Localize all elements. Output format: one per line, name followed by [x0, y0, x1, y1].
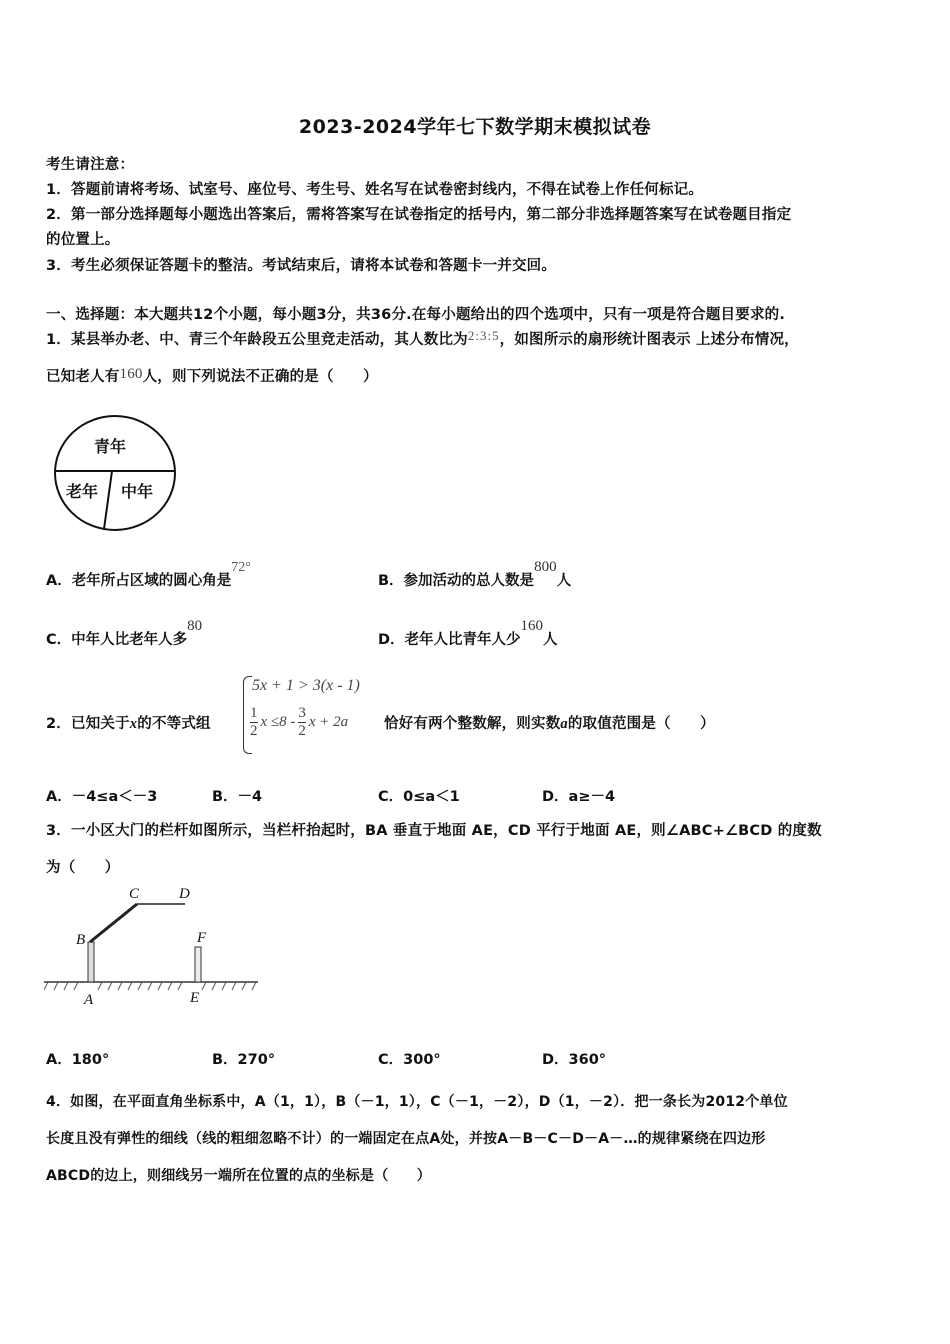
q1-option-c-value: 80: [187, 618, 203, 634]
pie-chart-figure: [52, 413, 182, 535]
pie-label-elder: 老年: [66, 482, 99, 501]
q1-ratio: 2:3:5: [467, 328, 500, 343]
q2-option-c[interactable]: C．0≤a＜1: [378, 789, 460, 805]
q3-line1: 3．一小区大门的栏杆如图所示，当栏杆抬起时，BA 垂直于地面 AE，CD 平行于地面 AE，则∠ABC+∠BCD 的度数: [46, 823, 822, 839]
q1-option-a-value: 72°: [231, 560, 251, 575]
page-title: 2023-2024学年七下数学期末模拟试卷: [298, 116, 652, 138]
q2-inequality-2-end: x + 2a: [308, 714, 349, 730]
notice-heading: 考生请注意：: [46, 157, 135, 173]
q2-fraction-1: [250, 705, 258, 740]
q3-option-b[interactable]: B．270°: [212, 1052, 276, 1068]
q2-stem-start: [46, 712, 211, 733]
notice-item-1: 1．答题前请将考场、试室号、座位号、考生号、姓名写在试卷密封线内，不得在试卷上作任何标记。: [46, 182, 704, 198]
q2-text-c: 恰好有两个整数解，则实数: [384, 716, 561, 732]
post-ef: [195, 947, 201, 982]
q2-option-b[interactable]: B．－4: [212, 789, 263, 805]
q1-line1: [46, 328, 799, 349]
fig-label-d: D: [179, 886, 190, 902]
q4-line2: 长度且没有弹性的细线（线的粗细忽略不计）的一端固定在点A处，并按A－B－C－D－A－…的规律紧绕在四边形: [46, 1131, 766, 1147]
q1-option-c-text: C．中年人比老年人多: [46, 632, 188, 648]
q1-option-d-value: 160: [520, 618, 544, 634]
pie-label-middle: 中年: [121, 482, 154, 501]
q2-fraction-1-den: 2: [250, 723, 258, 739]
q2-option-a[interactable]: A．－4≤a＜－3: [46, 789, 158, 805]
q1-text-b: ，如图所示的扇形统计图表示 上述分布情况，: [499, 332, 799, 348]
bar-bc: [90, 904, 137, 942]
q2-var-a: a: [560, 716, 568, 732]
fig-label-c: C: [129, 886, 140, 902]
fig-label-e: E: [190, 990, 200, 1006]
q1-line2: [46, 365, 378, 386]
ground-hatching: [44, 982, 256, 990]
q1-option-d[interactable]: [378, 618, 558, 649]
notice-item-3: 3．考生必须保证答题卡的整洁。考试结束后，请将本试卷和答题卡一并交回。: [46, 258, 557, 274]
q1-option-c[interactable]: [46, 618, 203, 649]
fig-label-a: A: [84, 992, 94, 1008]
q1-option-b[interactable]: [378, 559, 572, 590]
q3-option-d[interactable]: D．360°: [542, 1052, 607, 1068]
q3-option-c[interactable]: C．300°: [378, 1052, 441, 1068]
section-heading: 一、选择题：本大题共12个小题，每小题3分，共36分.在每小题给出的四个选项中，只有一项是符合题目要求的.: [46, 307, 786, 323]
q2-stem-end: [384, 712, 715, 733]
fig-label-f: F: [197, 930, 207, 946]
q1-text-c: 已知老人有: [46, 369, 120, 385]
q4-line3: ABCD的边上，则细线另一端所在位置的点的坐标是（ ）: [46, 1168, 431, 1184]
q3-line2: 为（ ）: [46, 860, 120, 876]
q1-option-b-unit: 人: [556, 573, 572, 589]
notice-item-2: 2．第一部分选择题每小题选出答案后，需将答案写在试卷指定的括号内，第二部分非选择题答案写在试卷题目指定: [46, 207, 792, 223]
fig-label-b: B: [76, 932, 86, 948]
pie-label-youth: 青年: [94, 437, 127, 456]
q1-option-d-text: D．老年人比青年人少: [378, 632, 521, 648]
q2-text-d: 的取值范围是（ ）: [567, 716, 715, 732]
q2-fraction-1-num: 1: [250, 705, 258, 721]
q2-option-d[interactable]: D．a≥－4: [542, 789, 616, 805]
q2-var-x: x: [129, 716, 138, 732]
q1-text-a: 1．某县举办老、中、青三个年龄段五公里竞走活动，其人数比为: [46, 332, 468, 348]
q2-fraction-2-den: 2: [298, 723, 306, 739]
q1-option-d-unit: 人: [543, 632, 558, 648]
q2-fraction-2-num: 3: [298, 705, 306, 721]
q1-option-a[interactable]: [46, 560, 251, 590]
q2-text-b: 的不等式组: [137, 716, 211, 732]
notice-item-2-cont: 的位置上。: [46, 232, 120, 248]
q1-option-b-text: B．参加活动的总人数是: [378, 573, 535, 589]
q2-inequality-1: 5x + 1 > 3(x - 1): [252, 677, 360, 694]
q1-option-a-text: A．老年所占区域的圆心角是: [46, 573, 232, 589]
q2-fraction-2: [298, 705, 306, 740]
q2-inequality-2-mid: x ≤8 -: [260, 714, 296, 730]
pie-divider-vertical: [104, 471, 112, 529]
q4-line1: 4．如图，在平面直角坐标系中，A（1，1），B（－1，1），C（－1，－2），D（1，－2）．把一条长为2012个单位: [46, 1094, 788, 1110]
q2-inequality-2: [247, 705, 348, 740]
post-ab: [88, 942, 94, 982]
q1-option-b-value: 800: [534, 559, 557, 575]
q1-text-d: 人，则下列说法不正确的是（ ）: [142, 369, 378, 385]
q3-option-a[interactable]: A．180°: [46, 1052, 110, 1068]
q1-num160: 160: [119, 366, 143, 382]
q2-text-a: 2．已知关于: [46, 716, 130, 732]
